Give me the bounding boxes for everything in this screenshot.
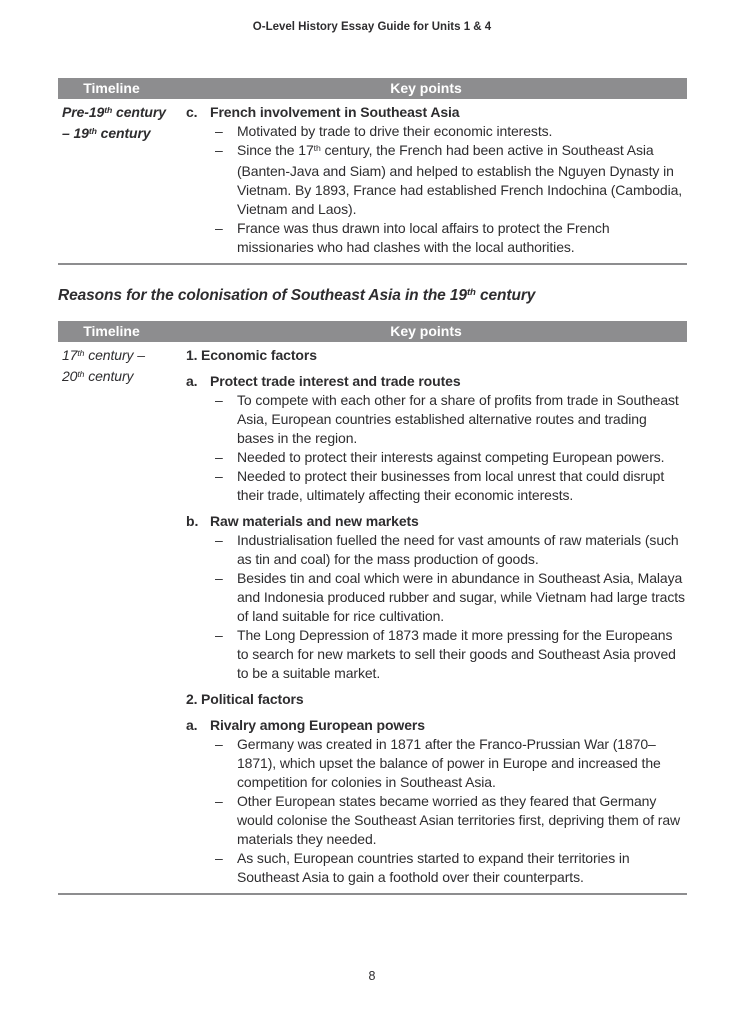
running-header: O-Level History Essay Guide for Units 1 & 4 — [252, 21, 492, 33]
text-segment: 20 — [62, 368, 78, 384]
text-segment: century — [96, 125, 151, 141]
table-1-col-header-key-points: Key points — [390, 80, 462, 96]
key-point-heading — [186, 372, 687, 391]
item-label: a. — [186, 373, 198, 389]
item-text — [237, 569, 687, 626]
bullet-dash: – — [215, 449, 223, 465]
item-text — [237, 141, 687, 219]
text-segment: Rivalry among European powers — [210, 717, 425, 733]
text-segment: Since the 17 — [237, 142, 314, 158]
text-segment: Industrialisation fuelled the need for vast amounts of raw materials (such as tin and coal) for the mass production of goods. — [237, 532, 679, 567]
item-text — [237, 792, 687, 849]
text-segment: Protect trade interest and trade routes — [210, 373, 461, 389]
text-segment: Besides tin and coal which were in abundance in Southeast Asia, Malaya and Indonesia produced rubber and sugar, while Vietnam had large tracts of land suitable for rice cultivation. — [237, 570, 685, 624]
item-text — [201, 690, 687, 709]
item-text — [237, 448, 687, 467]
bullet-dash: – — [215, 142, 223, 158]
superscript-text: th — [466, 287, 476, 299]
key-point-bullet — [215, 531, 687, 569]
bullet-dash: – — [215, 793, 223, 809]
key-point-heading — [186, 346, 687, 365]
item-label: 1. — [186, 347, 198, 363]
item-text — [210, 716, 687, 735]
bullet-dash: – — [215, 220, 223, 236]
key-point-heading — [186, 716, 687, 735]
table-1-timeline-cell — [58, 103, 186, 257]
item-label: b. — [186, 513, 199, 529]
bullet-dash: – — [215, 570, 223, 586]
table-2-timeline-cell — [58, 346, 186, 887]
text-segment: As such, European countries started to expand their territories in Southeast Asia to gain a foothold over their counterparts. — [237, 850, 630, 885]
key-point-bullet — [215, 626, 687, 683]
table-2-row — [58, 342, 687, 893]
text-segment: French involvement in Southeast Asia — [210, 104, 460, 120]
text-segment: Reasons for the colonisation of Southeast Asia in the 19 — [58, 287, 467, 304]
key-point-bullet — [215, 792, 687, 849]
text-segment: The Long Depression of 1873 made it more pressing for the Europeans to search for new markets to sell their goods and Southeast Asia proved to be a suitable market. — [237, 627, 676, 681]
text-segment: – 19 — [62, 125, 89, 141]
key-point-heading — [186, 512, 687, 531]
timeline-line — [62, 103, 182, 124]
text-segment: Pre-19 — [62, 104, 105, 120]
text-segment: century — [84, 368, 134, 384]
section-heading — [58, 286, 687, 307]
item-text — [210, 512, 687, 531]
item-text — [237, 391, 687, 448]
table-2-header-row — [58, 321, 687, 342]
timeline-line — [62, 367, 182, 388]
text-segment: Germany was created in 1871 after the Franco-Prussian War (1870–1871), which upset the balance of power in Europe and increased the competition for colonies in Southeast Asia. — [237, 736, 661, 790]
bullet-dash: – — [215, 392, 223, 408]
key-point-heading — [186, 690, 687, 709]
table-2-col-header-timeline: Timeline — [83, 323, 140, 339]
timeline-line — [62, 346, 182, 367]
timeline-table-1 — [58, 78, 687, 265]
item-label: 2. — [186, 691, 198, 707]
text-segment: century — [475, 287, 536, 304]
key-point-bullet — [215, 735, 687, 792]
bullet-dash: – — [215, 736, 223, 752]
item-text — [237, 219, 687, 257]
text-segment: century – — [84, 347, 145, 363]
item-label: c. — [186, 104, 198, 120]
text-segment: Political factors — [201, 691, 304, 707]
item-text — [201, 346, 687, 365]
bullet-dash: – — [215, 627, 223, 643]
text-segment: Needed to protect their interests against competing European powers. — [237, 449, 665, 465]
superscript-text: th — [77, 368, 85, 379]
item-text — [210, 103, 687, 122]
key-point-bullet — [215, 849, 687, 887]
page-content — [58, 0, 687, 895]
item-text — [237, 467, 687, 505]
key-point-bullet — [215, 141, 687, 219]
text-segment: century — [112, 104, 166, 120]
text-segment: France was thus drawn into local affairs to protect the French missionaries who had clashes with the local authorities. — [237, 220, 610, 255]
text-segment: Economic factors — [201, 347, 317, 363]
text-segment: Other European states became worried as they feared that Germany would colonise the Southeast Asian territories first, depriving them of raw materials they needed. — [237, 793, 681, 847]
table-2-keypoints-cell — [186, 346, 687, 887]
item-text — [237, 122, 687, 141]
item-text — [210, 372, 687, 391]
key-point-bullet — [215, 448, 687, 467]
table-1-col-header-timeline: Timeline — [83, 80, 140, 96]
page-number: 8 — [368, 969, 376, 983]
text-segment: 17 — [62, 347, 78, 363]
superscript-text: th — [104, 104, 113, 115]
bullet-dash: – — [215, 850, 223, 866]
table-1-keypoints-cell — [186, 103, 687, 257]
key-point-bullet — [215, 391, 687, 448]
text-segment: Needed to protect their businesses from local unrest that could disrupt their trade, ultimately affecting their economic interests. — [237, 468, 665, 503]
key-point-bullet — [215, 219, 687, 257]
superscript-text: th — [88, 125, 97, 136]
key-point-bullet — [215, 569, 687, 626]
item-text — [237, 735, 687, 792]
bullet-dash: – — [215, 532, 223, 548]
item-label: a. — [186, 717, 198, 733]
item-text — [237, 626, 687, 683]
item-text — [237, 849, 687, 887]
superscript-text: th — [313, 142, 321, 153]
table-1-header-row — [58, 78, 687, 99]
bullet-dash: – — [215, 468, 223, 484]
text-segment: Raw materials and new markets — [210, 513, 419, 529]
table-2-col-header-key-points: Key points — [390, 323, 462, 339]
superscript-text: th — [77, 347, 85, 358]
text-segment: Motivated by trade to drive their economic interests. — [237, 123, 553, 139]
key-point-bullet — [215, 122, 687, 141]
item-text — [237, 531, 687, 569]
key-point-heading — [186, 103, 687, 122]
timeline-table-2 — [58, 321, 687, 895]
table-1-row — [58, 99, 687, 263]
timeline-line — [62, 124, 182, 145]
text-segment: century, the French had been active in Southeast Asia (Banten-Java and Siam) and helped to establish the Nguyen Dynasty in Vietnam. By 1893, France had established French Indochina (Cambodia, Vietnam and Laos). — [237, 142, 683, 217]
bullet-dash: – — [215, 123, 223, 139]
key-point-bullet — [215, 467, 687, 505]
text-segment: To compete with each other for a share of profits from trade in Southeast Asia, European countries established alternative routes and trading bases in the region. — [237, 392, 679, 446]
